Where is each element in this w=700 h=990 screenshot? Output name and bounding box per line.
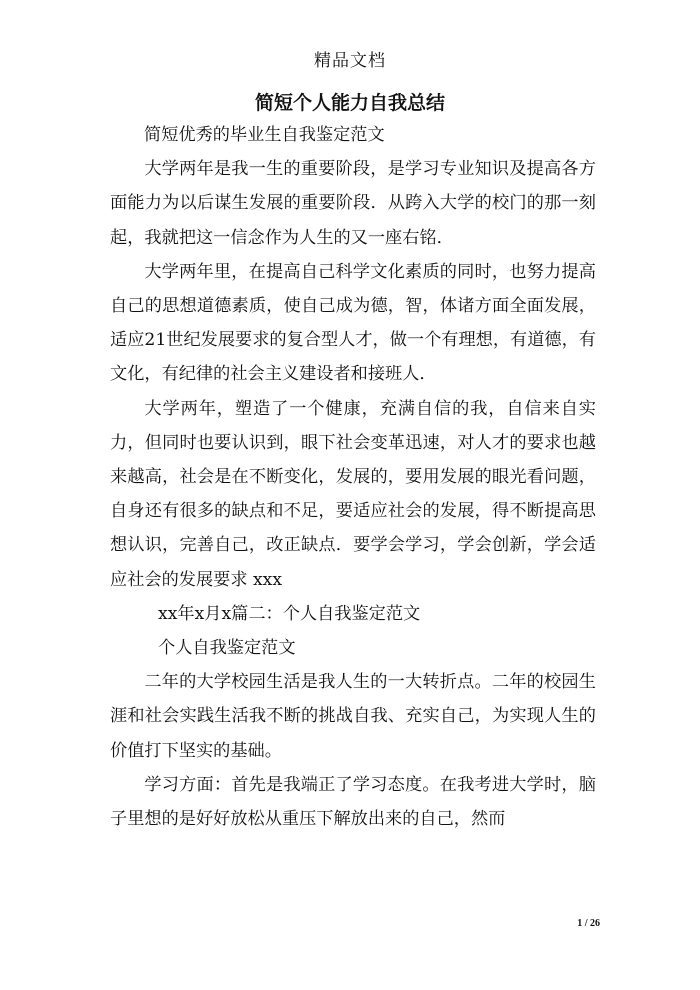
document-title: 简短个人能力自我总结 [254, 92, 445, 114]
body-paragraph: 大学两年，塑造了一个健康，充满自信的我，自信来自实力，但同时也要认识到，眼下社会变革迅速，对人才的要求也越来越高，社会是在不断变化，发展的，要用发展的眼光看问题，自身还有很多的缺点和不足，要适应社会的发展，得不断提高思想认识，完善自己，改正缺点．要学会学习，学会创新，学会适应社会的发展要求 xxx [110, 398, 596, 590]
document-header: 精品文档 [314, 51, 386, 71]
body-paragraph: 大学两年里，在提高自己科学文化素质的同时，也努力提高自己的思想道德素质，使自己成为德，智，体诸方面全面发展，适应21世纪发展要求的复合型人才，做一个有理想，有道德，有文化，有纪律的社会主义建设者和接班人． [110, 261, 596, 385]
body-paragraph: 二年的大学校园生活是我人生的一大转折点。二年的校园生涯和社会实践生活我不断的挑战自我、充实自己，为实现人生的价值打下坚实的基础。 [110, 672, 596, 761]
body-paragraph: 学习方面：首先是我端正了学习态度。在我考进大学时，脑子里想的是好好放松从重压下解放出来的自己，然而 [110, 774, 596, 830]
section-subheading: 个人自我鉴定范文 [158, 638, 296, 659]
body-paragraph: 大学两年是我一生的重要阶段，是学习专业知识及提高各方面能力为以后谋生发展的重要阶段．从跨入大学的校门的那一刻起，我就把这一信念作为人生的又一座右铭． [110, 159, 596, 248]
section-heading: xx年x月x篇二：个人自我鉴定范文 [158, 603, 421, 624]
document-body [110, 118, 596, 836]
subtitle-paragraph: 简短优秀的毕业生自我鉴定范文 [144, 125, 385, 145]
page-number: 1 / 26 [577, 918, 600, 929]
